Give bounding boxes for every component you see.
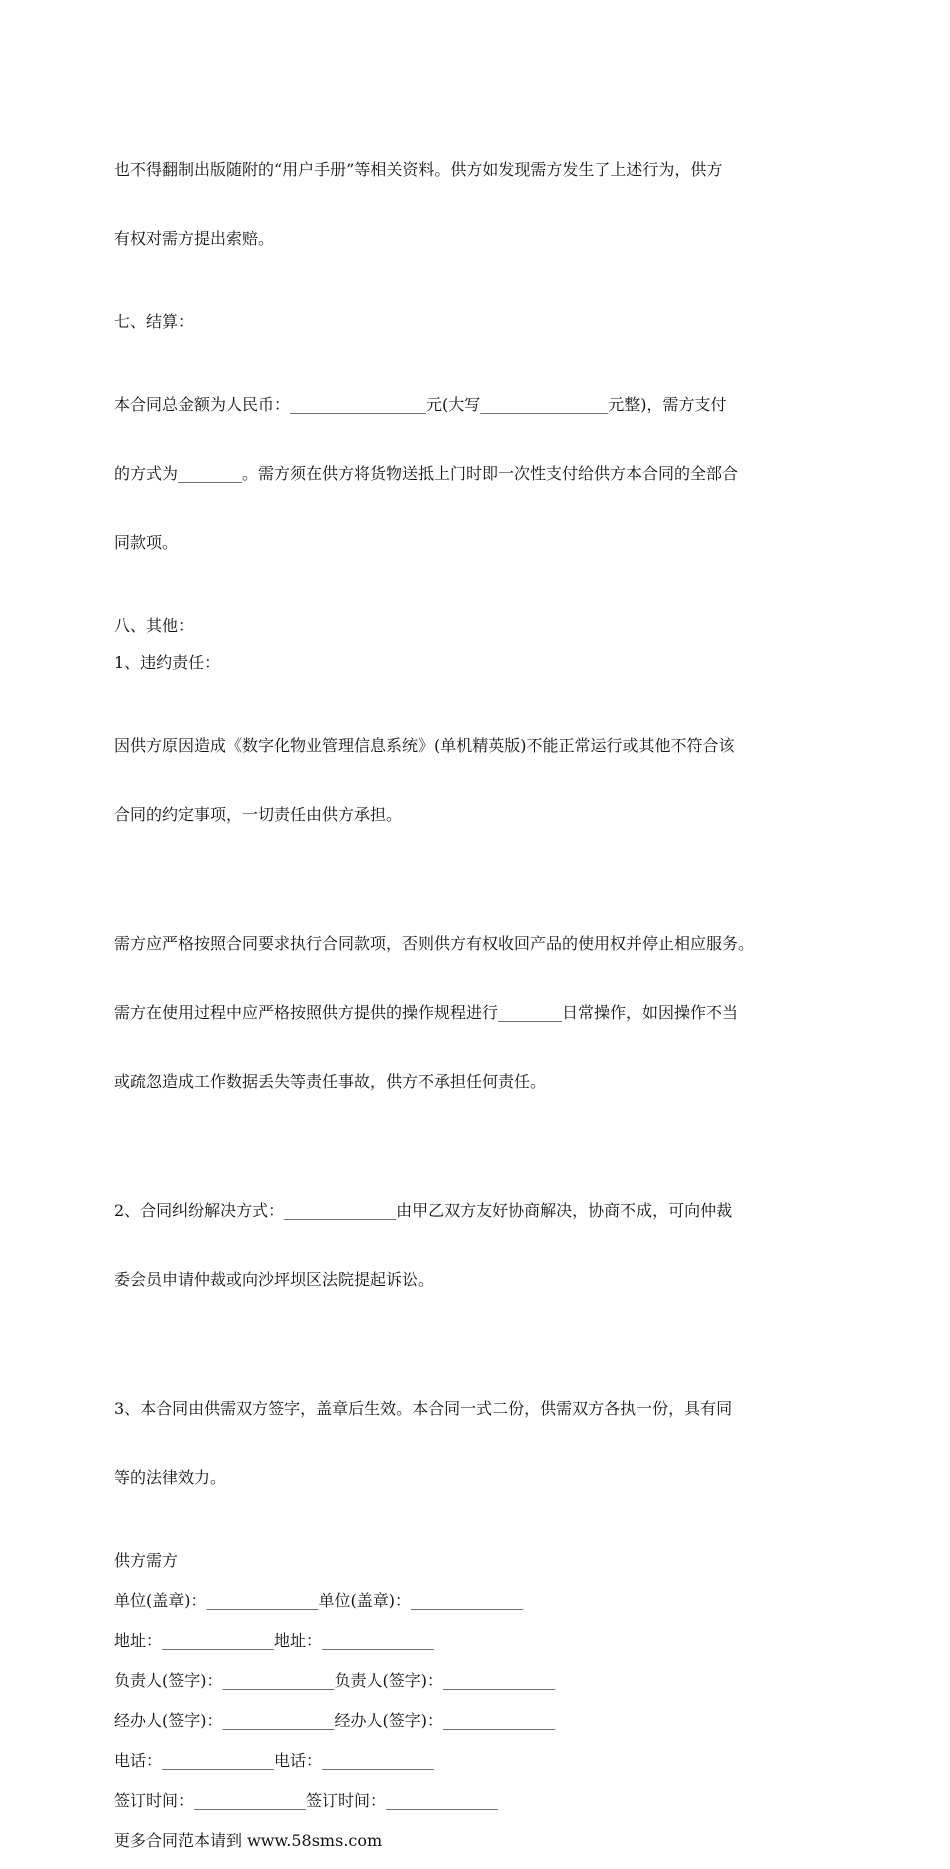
- item-1-heading: 1、违约责任：: [114, 653, 221, 672]
- text-line: 委会员申请仲裁或向沙坪坝区法院提起诉讼。: [114, 1270, 435, 1289]
- signature-handler: 经办人(签字)：______________经办人(签字)：______________: [114, 1711, 555, 1730]
- text-line: 合同的约定事项，一切责任由供方承担。: [114, 805, 403, 824]
- section-7-heading: 七、结算：: [114, 312, 195, 331]
- paragraph-breach-supplier: [114, 688, 854, 872]
- parties-heading: 供方需方: [114, 1551, 179, 1570]
- text-line: 等的法律效力。: [114, 1468, 227, 1487]
- signature-address: 地址：______________地址：______________: [114, 1631, 435, 1650]
- contract-page: [114, 112, 854, 1869]
- text-line: 需方在使用过程中应严格按照供方提供的操作规程进行________日常操作，如因操作不当: [114, 1003, 739, 1022]
- text-line: 的方式为________。需方须在供方将货物送抵上门时即一次性支付给供方本合同的全部合: [114, 464, 739, 483]
- signature-date: 签订时间：______________签订时间：______________: [114, 1791, 499, 1810]
- text-line: 有权对需方提出索赔。: [114, 229, 275, 248]
- paragraph-copyright: [114, 112, 854, 296]
- signature-phone: 电话：______________电话：______________: [114, 1751, 435, 1770]
- section-8-heading: 八、其他：: [114, 616, 195, 635]
- signature-unit: 单位(盖章)：______________单位(盖章)：______________: [114, 1591, 523, 1610]
- paragraph-settlement: [114, 347, 854, 600]
- text-line: 3、本合同由供需双方签字，盖章后生效。本合同一式二份，供需双方各执一份，具有同: [114, 1399, 733, 1418]
- text-line: 或疏忽造成工作数据丢失等责任事故，供方不承担任何责任。: [114, 1072, 547, 1091]
- text-line: 本合同总金额为人民币：_________________元(大写________________元整)，需方支付: [114, 395, 727, 414]
- signature-leader: 负责人(签字)：______________负责人(签字)：______________: [114, 1671, 555, 1690]
- footer-link-text: 更多合同范本请到 www.58sms.com: [114, 1831, 383, 1850]
- item-2-dispute: [114, 1153, 854, 1337]
- text-line: 也不得翻制出版随附的“用户手册”等相关资料。供方如发现需方发生了上述行为，供方: [114, 160, 723, 179]
- text-line: 同款项。: [114, 533, 179, 552]
- item-3-effect: [114, 1351, 854, 1535]
- text-line: 需方应严格按照合同要求执行合同款项，否则供方有权收回产品的使用权并停止相应服务。: [114, 934, 755, 953]
- paragraph-breach-buyer: [114, 886, 854, 1139]
- text-line: 2、合同纠纷解决方式：______________由甲乙双方友好协商解决，协商不成，可向仲裁: [114, 1201, 733, 1220]
- text-line: 因供方原因造成《数字化物业管理信息系统》(单机精英版)不能正常运行或其他不符合该: [114, 736, 735, 755]
